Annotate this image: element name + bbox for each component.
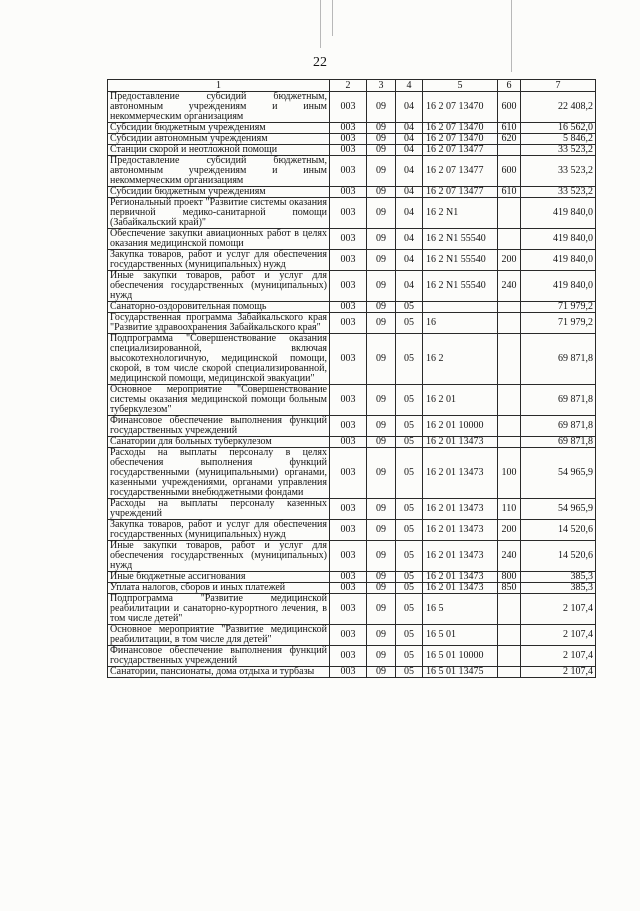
section-code-cell: 09 — [367, 437, 396, 448]
section-code-cell: 09 — [367, 92, 396, 123]
target-article-cell: 16 5 01 10000 — [423, 646, 498, 667]
table-row — [108, 134, 596, 145]
table-row — [108, 572, 596, 583]
section-code-cell: 09 — [367, 583, 396, 594]
target-article-cell: 16 5 — [423, 594, 498, 625]
section-code-cell: 09 — [367, 187, 396, 198]
ministry-code-cell: 003 — [330, 520, 367, 541]
expense-type-cell — [498, 385, 521, 416]
expense-type-cell — [498, 313, 521, 334]
ministry-code-cell: 003 — [330, 625, 367, 646]
subsection-code-cell: 05 — [396, 594, 423, 625]
row-name-cell: Иные закупки товаров, работ и услуг для обеспечения государственных (муниципальных) нужд — [108, 271, 330, 302]
amount-cell: 419 840,0 — [521, 198, 596, 229]
expense-type-cell — [498, 625, 521, 646]
row-name-cell: Финансовое обеспечение выполнения функций государственных учреждений — [108, 646, 330, 667]
target-article-cell: 16 2 01 13473 — [423, 448, 498, 499]
section-code-cell: 09 — [367, 123, 396, 134]
subsection-code-cell: 05 — [396, 625, 423, 646]
table-row — [108, 499, 596, 520]
amount-cell: 71 979,2 — [521, 313, 596, 334]
section-code-cell: 09 — [367, 271, 396, 302]
amount-cell: 69 871,8 — [521, 385, 596, 416]
subsection-code-cell: 05 — [396, 646, 423, 667]
ministry-code-cell: 003 — [330, 187, 367, 198]
amount-cell: 2 107,4 — [521, 625, 596, 646]
row-name-cell: Государственная программа Забайкальского края "Развитие здравоохранения Забайкальского края" — [108, 313, 330, 334]
subsection-code-cell: 05 — [396, 520, 423, 541]
target-article-cell — [423, 302, 498, 313]
section-code-cell: 09 — [367, 134, 396, 145]
subsection-code-cell: 04 — [396, 229, 423, 250]
expense-type-cell: 110 — [498, 499, 521, 520]
section-code-cell: 09 — [367, 572, 396, 583]
row-name-cell: Обеспечение закупки авиационных работ в целях оказания медицинской помощи — [108, 229, 330, 250]
row-name-cell: Иные бюджетные ассигнования — [108, 572, 330, 583]
ministry-code-cell: 003 — [330, 198, 367, 229]
column-header: 5 — [423, 80, 498, 92]
row-name-cell: Предоставление субсидий бюджетным, автономным учреждениям и иным некоммерческим организациям — [108, 156, 330, 187]
subsection-code-cell: 04 — [396, 134, 423, 145]
ministry-code-cell: 003 — [330, 123, 367, 134]
table-row — [108, 520, 596, 541]
amount-cell: 16 562,0 — [521, 123, 596, 134]
subsection-code-cell: 05 — [396, 302, 423, 313]
subsection-code-cell: 04 — [396, 123, 423, 134]
budget-table — [107, 79, 596, 678]
row-name-cell: Уплата налогов, сборов и иных платежей — [108, 583, 330, 594]
target-article-cell: 16 2 07 13477 — [423, 145, 498, 156]
expense-type-cell: 600 — [498, 156, 521, 187]
expense-type-cell — [498, 229, 521, 250]
ministry-code-cell: 003 — [330, 583, 367, 594]
subsection-code-cell: 05 — [396, 448, 423, 499]
row-name-cell: Субсидии бюджетным учреждениям — [108, 187, 330, 198]
expense-type-cell: 800 — [498, 572, 521, 583]
target-article-cell: 16 2 N1 55540 — [423, 250, 498, 271]
section-code-cell: 09 — [367, 667, 396, 678]
subsection-code-cell: 04 — [396, 271, 423, 302]
row-name-cell: Закупка товаров, работ и услуг для обеспечения государственных (муниципальных) нужд — [108, 250, 330, 271]
subsection-code-cell: 05 — [396, 334, 423, 385]
table-row — [108, 229, 596, 250]
table-row — [108, 313, 596, 334]
row-name-cell: Подпрограмма "Совершенствование оказания специализированной, включая высокотехнологичную, медицинской помощи, скорой, в том числе скорой специализированной, медицинской помощи, медицинской эвакуации" — [108, 334, 330, 385]
target-article-cell: 16 2 N1 55540 — [423, 271, 498, 302]
amount-cell: 385,3 — [521, 583, 596, 594]
subsection-code-cell: 05 — [396, 572, 423, 583]
table-row — [108, 541, 596, 572]
expense-type-cell: 620 — [498, 134, 521, 145]
row-name-cell: Закупка товаров, работ и услуг для обеспечения государственных (муниципальных) нужд — [108, 520, 330, 541]
ministry-code-cell: 003 — [330, 416, 367, 437]
ministry-code-cell: 003 — [330, 250, 367, 271]
ministry-code-cell: 003 — [330, 313, 367, 334]
target-article-cell: 16 2 01 13473 — [423, 437, 498, 448]
amount-cell: 419 840,0 — [521, 229, 596, 250]
amount-cell: 71 979,2 — [521, 302, 596, 313]
amount-cell: 69 871,8 — [521, 334, 596, 385]
expense-type-cell — [498, 416, 521, 437]
row-name-cell: Региональный проект "Развитие системы оказания первичной медико-санитарной помощи (Забайкальский край)" — [108, 198, 330, 229]
section-code-cell: 09 — [367, 313, 396, 334]
table-row — [108, 198, 596, 229]
table-row — [108, 594, 596, 625]
row-name-cell: Основное мероприятие "Совершенствование системы оказания медицинской помощи больным туберкулезом" — [108, 385, 330, 416]
expense-type-cell — [498, 437, 521, 448]
table-row — [108, 302, 596, 313]
expense-type-cell: 200 — [498, 250, 521, 271]
section-code-cell: 09 — [367, 625, 396, 646]
table-row — [108, 437, 596, 448]
expense-type-cell — [498, 198, 521, 229]
expense-type-cell — [498, 594, 521, 625]
amount-cell: 14 520,6 — [521, 541, 596, 572]
expense-type-cell — [498, 145, 521, 156]
amount-cell: 5 846,2 — [521, 134, 596, 145]
amount-cell: 2 107,4 — [521, 667, 596, 678]
table-row — [108, 448, 596, 499]
scan-artifact-line — [332, 0, 333, 36]
amount-cell: 33 523,2 — [521, 187, 596, 198]
target-article-cell: 16 2 07 13470 — [423, 92, 498, 123]
ministry-code-cell: 003 — [330, 92, 367, 123]
ministry-code-cell: 003 — [330, 334, 367, 385]
row-name-cell: Субсидии бюджетным учреждениям — [108, 123, 330, 134]
table-row — [108, 385, 596, 416]
target-article-cell: 16 2 01 13473 — [423, 520, 498, 541]
expense-type-cell: 850 — [498, 583, 521, 594]
ministry-code-cell: 003 — [330, 134, 367, 145]
expense-type-cell: 610 — [498, 187, 521, 198]
row-name-cell: Подпрограмма "Развитие медицинской реабилитации и санаторно-курортного лечения, в том числе детей" — [108, 594, 330, 625]
scan-artifact-line — [320, 0, 321, 48]
amount-cell: 22 408,2 — [521, 92, 596, 123]
table-row — [108, 92, 596, 123]
subsection-code-cell: 05 — [396, 541, 423, 572]
table-row — [108, 123, 596, 134]
target-article-cell: 16 2 01 13473 — [423, 499, 498, 520]
amount-cell: 419 840,0 — [521, 250, 596, 271]
expense-type-cell: 100 — [498, 448, 521, 499]
ministry-code-cell: 003 — [330, 229, 367, 250]
table-row — [108, 156, 596, 187]
table-row — [108, 667, 596, 678]
amount-cell: 33 523,2 — [521, 145, 596, 156]
subsection-code-cell: 04 — [396, 145, 423, 156]
row-name-cell: Расходы на выплаты персоналу казенных учреждений — [108, 499, 330, 520]
ministry-code-cell: 003 — [330, 499, 367, 520]
target-article-cell: 16 2 01 13473 — [423, 583, 498, 594]
target-article-cell: 16 — [423, 313, 498, 334]
expense-type-cell — [498, 334, 521, 385]
section-code-cell: 09 — [367, 541, 396, 572]
column-header: 6 — [498, 80, 521, 92]
ministry-code-cell: 003 — [330, 646, 367, 667]
row-name-cell: Основное мероприятие "Развитие медицинской реабилитации, в том числе для детей" — [108, 625, 330, 646]
subsection-code-cell: 05 — [396, 416, 423, 437]
table-row — [108, 625, 596, 646]
target-article-cell: 16 2 07 13477 — [423, 156, 498, 187]
row-name-cell: Предоставление субсидий бюджетным, автономным учреждениям и иным некоммерческим организациям — [108, 92, 330, 123]
ministry-code-cell: 003 — [330, 667, 367, 678]
section-code-cell: 09 — [367, 416, 396, 437]
row-name-cell: Финансовое обеспечение выполнения функций государственных учреждений — [108, 416, 330, 437]
page-number: 22 — [313, 55, 327, 70]
ministry-code-cell: 003 — [330, 541, 367, 572]
subsection-code-cell: 05 — [396, 499, 423, 520]
row-name-cell: Субсидии автономным учреждениям — [108, 134, 330, 145]
ministry-code-cell: 003 — [330, 271, 367, 302]
row-name-cell: Санатории для больных туберкулезом — [108, 437, 330, 448]
table-row — [108, 334, 596, 385]
section-code-cell: 09 — [367, 302, 396, 313]
row-name-cell: Санаторно-оздоровительная помощь — [108, 302, 330, 313]
table-row — [108, 271, 596, 302]
target-article-cell: 16 2 N1 — [423, 198, 498, 229]
amount-cell: 54 965,9 — [521, 499, 596, 520]
target-article-cell: 16 5 01 — [423, 625, 498, 646]
expense-type-cell: 600 — [498, 92, 521, 123]
row-name-cell: Расходы на выплаты персоналу в целях обеспечения выполнения функций государственными (муниципальными) органами, казенными учреждениями, органами управления государственными внебюджетными фондами — [108, 448, 330, 499]
section-code-cell: 09 — [367, 594, 396, 625]
expense-type-cell: 240 — [498, 541, 521, 572]
ministry-code-cell: 003 — [330, 156, 367, 187]
amount-cell: 2 107,4 — [521, 594, 596, 625]
expense-type-cell: 610 — [498, 123, 521, 134]
amount-cell: 14 520,6 — [521, 520, 596, 541]
target-article-cell: 16 2 07 13470 — [423, 134, 498, 145]
amount-cell: 2 107,4 — [521, 646, 596, 667]
section-code-cell: 09 — [367, 145, 396, 156]
amount-cell: 69 871,8 — [521, 437, 596, 448]
section-code-cell: 09 — [367, 250, 396, 271]
table-row — [108, 145, 596, 156]
table-row — [108, 583, 596, 594]
target-article-cell: 16 2 07 13477 — [423, 187, 498, 198]
row-name-cell: Станции скорой и неотложной помощи — [108, 145, 330, 156]
section-code-cell: 09 — [367, 334, 396, 385]
table-row — [108, 646, 596, 667]
column-header: 3 — [367, 80, 396, 92]
amount-cell: 69 871,8 — [521, 416, 596, 437]
section-code-cell: 09 — [367, 448, 396, 499]
target-article-cell: 16 2 — [423, 334, 498, 385]
row-name-cell: Санатории, пансионаты, дома отдыха и турбазы — [108, 667, 330, 678]
ministry-code-cell: 003 — [330, 385, 367, 416]
expense-type-cell — [498, 646, 521, 667]
subsection-code-cell: 05 — [396, 667, 423, 678]
ministry-code-cell: 003 — [330, 302, 367, 313]
column-header: 2 — [330, 80, 367, 92]
subsection-code-cell: 05 — [396, 313, 423, 334]
ministry-code-cell: 003 — [330, 572, 367, 583]
amount-cell: 54 965,9 — [521, 448, 596, 499]
column-header: 7 — [521, 80, 596, 92]
table-row — [108, 250, 596, 271]
ministry-code-cell: 003 — [330, 448, 367, 499]
section-code-cell: 09 — [367, 646, 396, 667]
section-code-cell: 09 — [367, 385, 396, 416]
section-code-cell: 09 — [367, 156, 396, 187]
expense-type-cell — [498, 302, 521, 313]
target-article-cell: 16 2 07 13470 — [423, 123, 498, 134]
ministry-code-cell: 003 — [330, 437, 367, 448]
subsection-code-cell: 04 — [396, 187, 423, 198]
target-article-cell: 16 2 01 10000 — [423, 416, 498, 437]
target-article-cell: 16 2 N1 55540 — [423, 229, 498, 250]
target-article-cell: 16 5 01 13475 — [423, 667, 498, 678]
table-row — [108, 187, 596, 198]
section-code-cell: 09 — [367, 198, 396, 229]
section-code-cell: 09 — [367, 520, 396, 541]
expense-type-cell — [498, 667, 521, 678]
target-article-cell: 16 2 01 — [423, 385, 498, 416]
subsection-code-cell: 05 — [396, 583, 423, 594]
table-row — [108, 416, 596, 437]
amount-cell: 33 523,2 — [521, 156, 596, 187]
column-header: 4 — [396, 80, 423, 92]
section-code-cell: 09 — [367, 229, 396, 250]
subsection-code-cell: 04 — [396, 92, 423, 123]
section-code-cell: 09 — [367, 499, 396, 520]
subsection-code-cell: 05 — [396, 385, 423, 416]
subsection-code-cell: 05 — [396, 437, 423, 448]
ministry-code-cell: 003 — [330, 594, 367, 625]
expense-type-cell: 240 — [498, 271, 521, 302]
row-name-cell: Иные закупки товаров, работ и услуг для обеспечения государственных (муниципальных) нужд — [108, 541, 330, 572]
amount-cell: 385,3 — [521, 572, 596, 583]
subsection-code-cell: 04 — [396, 156, 423, 187]
target-article-cell: 16 2 01 13473 — [423, 541, 498, 572]
amount-cell: 419 840,0 — [521, 271, 596, 302]
column-header-row — [108, 80, 596, 92]
ministry-code-cell: 003 — [330, 145, 367, 156]
expense-type-cell: 200 — [498, 520, 521, 541]
subsection-code-cell: 04 — [396, 250, 423, 271]
column-header: 1 — [108, 80, 330, 92]
subsection-code-cell: 04 — [396, 198, 423, 229]
target-article-cell: 16 2 01 13473 — [423, 572, 498, 583]
